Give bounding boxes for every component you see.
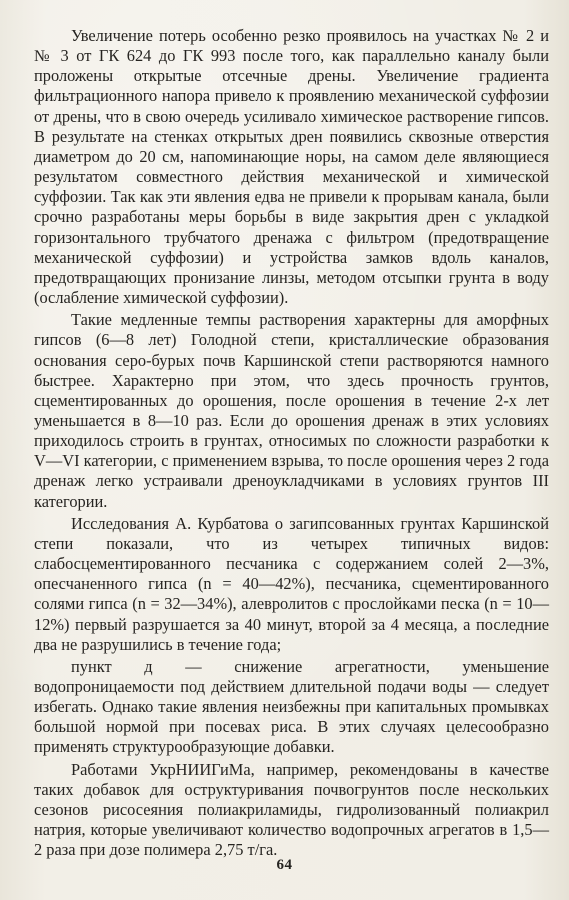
paragraph-gypsum-dissolution: Такие медленные темпы растворения характерны для аморфных гипсов (6—8 лет) Голодной степи, кристаллические образования основания серо-бурых почв Каршинской степи растворяются намного быстрее. Характерно при этом, что здесь прочность грунтов, сцементированных до орошения, после орошения в течение 2-х лет уменьшается в 8—10 раз. Если до орошения дренаж в этих условиях приходилось строить в грунтах, относимых по сложности разработки к V—VI категории, с применением взрыва, то после орошения через 2 года дренаж легко устраивали дреноукладчиками в условиях грунтов III категории. [34, 310, 549, 511]
page-number: 64 [276, 857, 293, 873]
paragraph-kurbatov-research: Исследования А. Курбатова о загипсованных грунтах Каршинской степи показали, что из четырех типичных видов: слабосцементированного песчаника с содержанием солей 2—3%, опесчаненного гипса (n = 40—42%), песчаника, сцементированного солями гипса (n = 32—34%), алевролитов с прослойками песка (n = 10—12%) первый разрушается за 40 минут, второй за 4 месяца, а последние два не разрушились в течение года; [34, 513, 549, 654]
paragraph-point-d: пункт д — снижение агрегатности, уменьшение водопроницаемости под действием длительной подачи воды — следует избегать. Однако такие явления неизбежны при капитальных промывках большой нормой при посевах риса. В этих случаях целесообразно применять структурообразующие добавки. [34, 656, 549, 757]
text-body [34, 26, 549, 860]
paragraph-water-loss: Увеличение потерь особенно резко проявилось на участках № 2 и № 3 от ГК 624 до ГК 993 после того, как параллельно каналу были проложены открытые отсечные дрены. Увеличение градиента фильтрационного напора привело к проявлению механической суффозии от дрены, что в свою очередь усиливало химическое растворение гипсов. В результате на стенках открытых дрен появились сквозные отверстия диаметром до 20 см, напоминающие норы, на самом деле являющиеся результатом совместного действия механической и химической суффозии. Так как эти явления едва не привели к прорывам канала, были срочно разработаны меры борьбы в виде закрытия дрен с укладкой горизонтального трубчатого дренажа с фильтром (предотвращение механической суффозии) и устройства замков вдоль каналов, предотвращающих пронизание линзы, методом отсыпки грунта в воду (ослабление химической суффозии). [34, 26, 549, 308]
paragraph-ukrniigim-additives: Работами УкрНИИГиМа, например, рекомендованы в качестве таких добавок для оструктуривания почвогрунтов после нескольких сезонов рисосеяния полиакриламиды, гидролизованный полиакрил натрия, которые увеличивают количество водопрочных агрегатов в 1,5—2 раза при дозе полимера 2,75 т/га. [34, 759, 549, 860]
